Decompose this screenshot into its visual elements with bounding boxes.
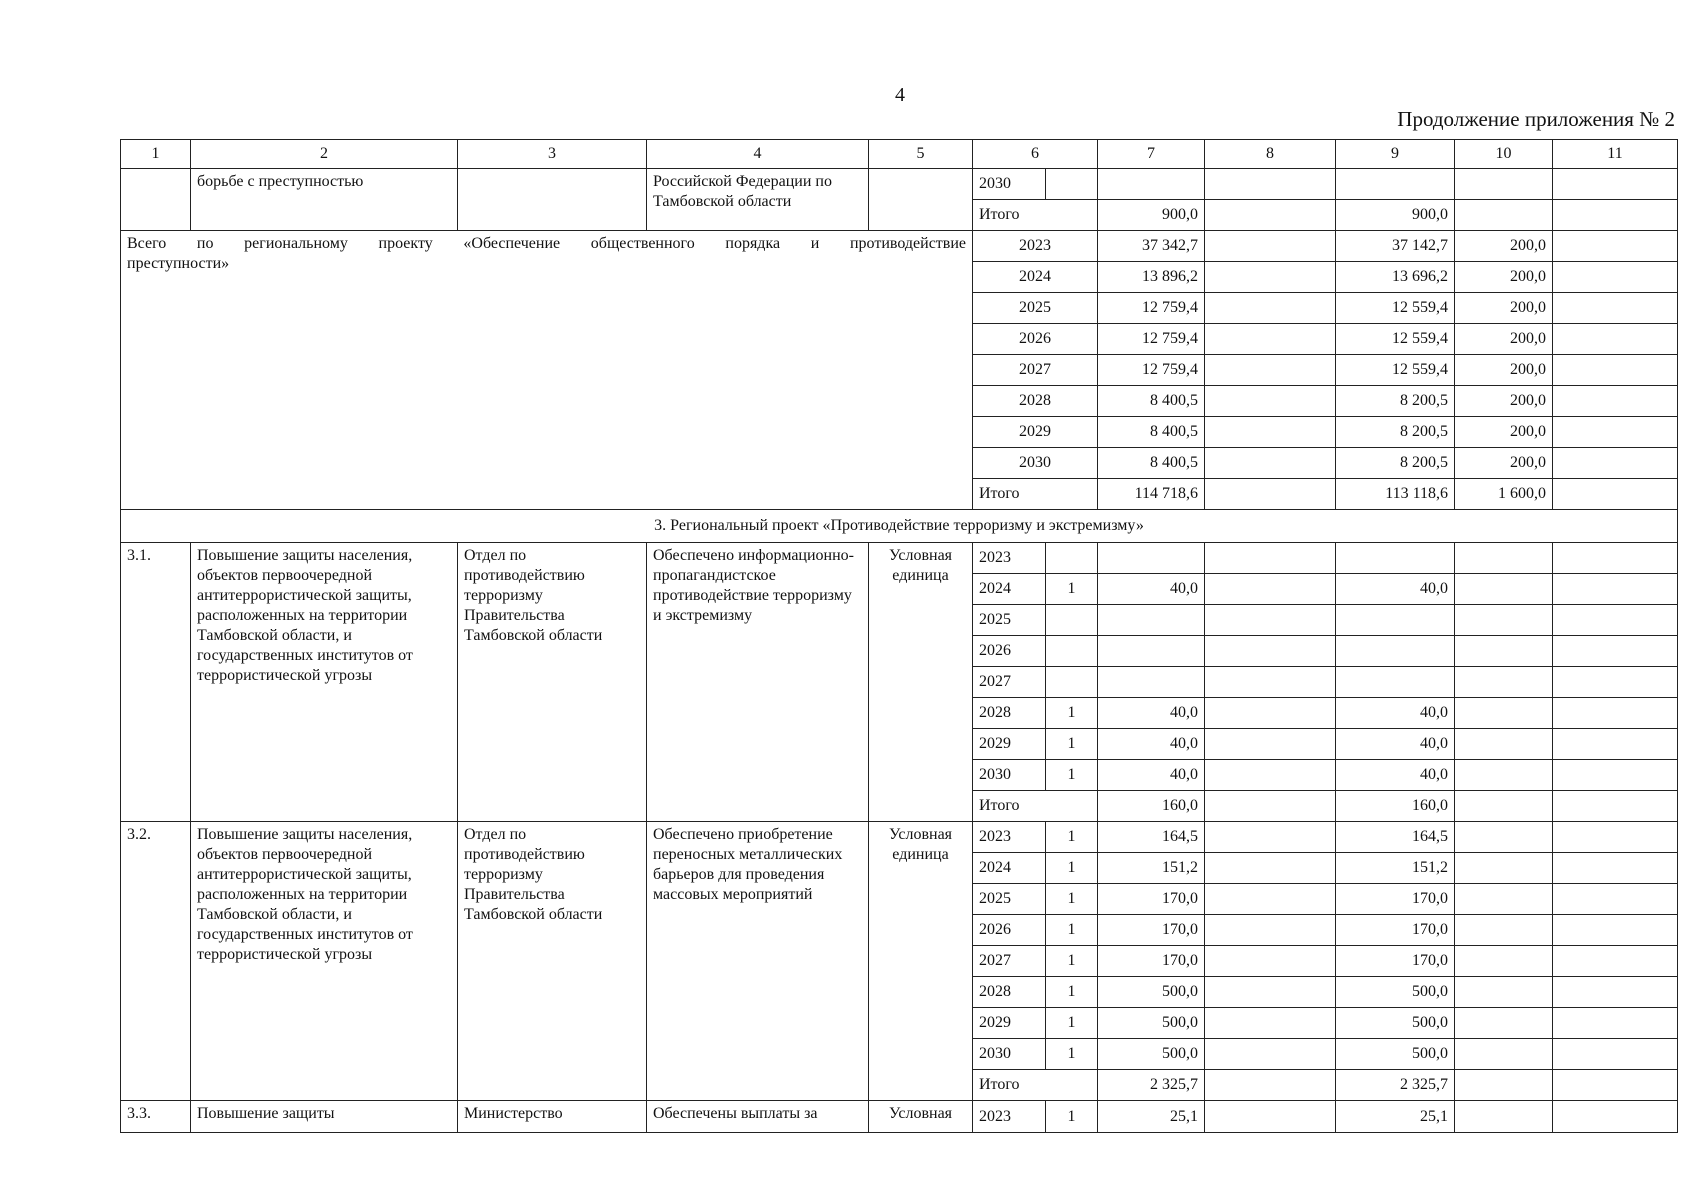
cell-c11: [1553, 822, 1678, 853]
cell-count: 1: [1046, 915, 1098, 946]
cell-c11: [1553, 1101, 1678, 1133]
cell-c9: 40,0: [1336, 729, 1455, 760]
cell-year: 2029: [973, 729, 1046, 760]
header-cell: 2: [191, 140, 458, 169]
cell-c11: [1553, 200, 1678, 231]
table-row: [121, 543, 1678, 574]
cell-count: 1: [1046, 1039, 1098, 1070]
cell-c8: [1205, 231, 1336, 262]
cell-c11: [1553, 667, 1678, 698]
cell-c11: [1553, 293, 1678, 324]
cell-executor: Отдел по противодействию терроризму Правительства Тамбовской области: [458, 543, 647, 822]
cell-year: 2028: [973, 698, 1046, 729]
cell-year: 2024: [973, 262, 1098, 293]
cell-c10: 200,0: [1455, 231, 1553, 262]
cell-c9: [1336, 667, 1455, 698]
cell-c9: 12 559,4: [1336, 355, 1455, 386]
cell-year: 2028: [973, 386, 1098, 417]
cell-c7: 170,0: [1098, 946, 1205, 977]
cell-count: [1046, 667, 1098, 698]
cell-c11: [1553, 605, 1678, 636]
cell-c9: [1336, 605, 1455, 636]
cell-c11: [1553, 760, 1678, 791]
cell-c10: 200,0: [1455, 386, 1553, 417]
cell-c11: [1553, 324, 1678, 355]
cell-c11: [1553, 729, 1678, 760]
cell-c8: [1205, 791, 1336, 822]
cell-c9: 12 559,4: [1336, 324, 1455, 355]
cell-c8: [1205, 636, 1336, 667]
cell-c9: 13 696,2: [1336, 262, 1455, 293]
cell-count: 1: [1046, 946, 1098, 977]
cell-c8: [1205, 977, 1336, 1008]
cell-total-label: Итого: [973, 791, 1098, 822]
cell-result: Российской Федерации по Тамбовской области: [647, 169, 869, 231]
cell-year: 2027: [973, 355, 1098, 386]
cell-result: Обеспечено приобретение переносных металлических барьеров для проведения массовых мероприятий: [647, 822, 869, 1101]
cell-year: 2029: [973, 417, 1098, 448]
cell-c7: 40,0: [1098, 729, 1205, 760]
cell-count: 1: [1046, 884, 1098, 915]
cell-c11: [1553, 169, 1678, 200]
header-cell: 10: [1455, 140, 1553, 169]
cell-c9: 37 142,7: [1336, 231, 1455, 262]
cell-c7: [1098, 667, 1205, 698]
project-total-label: [121, 231, 973, 510]
cell-c10: [1455, 977, 1553, 1008]
cell-count: 1: [1046, 698, 1098, 729]
cell-count: 1: [1046, 729, 1098, 760]
cell-c8: [1205, 1070, 1336, 1101]
cell-c8: [1205, 822, 1336, 853]
cell-c9: 8 200,5: [1336, 448, 1455, 479]
cell-count: 1: [1046, 977, 1098, 1008]
page-number: 4: [895, 84, 905, 106]
cell-c9: 40,0: [1336, 760, 1455, 791]
cell-c7: 160,0: [1098, 791, 1205, 822]
cell-year: 2023: [973, 1101, 1046, 1133]
cell-c10: [1455, 853, 1553, 884]
cell-c11: [1553, 448, 1678, 479]
header-cell: 3: [458, 140, 647, 169]
cell-unit: Условная единица: [869, 822, 973, 1101]
cell-c9: 113 118,6: [1336, 479, 1455, 510]
cell-c7: 13 896,2: [1098, 262, 1205, 293]
cell-c8: [1205, 200, 1336, 231]
table-row: [121, 822, 1678, 853]
cell-c7: 170,0: [1098, 915, 1205, 946]
cell-count: [1046, 169, 1098, 200]
cell-year: 2023: [973, 822, 1046, 853]
cell-c8: [1205, 479, 1336, 510]
cell-c7: 12 759,4: [1098, 293, 1205, 324]
appendix-label: Продолжение приложения № 2: [1397, 107, 1675, 131]
cell-unit: Условная единица: [869, 543, 973, 822]
cell-c7: [1098, 605, 1205, 636]
cell-c9: [1336, 636, 1455, 667]
cell-year: 2023: [973, 231, 1098, 262]
cell-c11: [1553, 884, 1678, 915]
cell-c10: 200,0: [1455, 262, 1553, 293]
cell-total-label: Итого: [973, 479, 1098, 510]
cell-c11: [1553, 946, 1678, 977]
cell-c7: 25,1: [1098, 1101, 1205, 1133]
project-total-label-line1: Всего по региональному проекту «Обеспечение общественного порядка и противодействие: [127, 235, 966, 252]
cell-c10: [1455, 791, 1553, 822]
cell-count: [1046, 636, 1098, 667]
cell-c8: [1205, 853, 1336, 884]
cell-c7: 170,0: [1098, 884, 1205, 915]
cell-year: 2028: [973, 977, 1046, 1008]
cell-c8: [1205, 293, 1336, 324]
cell-c8: [1205, 729, 1336, 760]
cell-c11: [1553, 791, 1678, 822]
cell-c8: [1205, 1008, 1336, 1039]
cell-num: 3.1.: [121, 543, 191, 822]
cell-c9: 25,1: [1336, 1101, 1455, 1133]
header-cell: 4: [647, 140, 869, 169]
cell-c8: [1205, 667, 1336, 698]
cell-c9: [1336, 543, 1455, 574]
section-heading-row: [121, 510, 1678, 543]
cell-c8: [1205, 324, 1336, 355]
header-cell: 1: [121, 140, 191, 169]
cell-c8: [1205, 946, 1336, 977]
cell-c10: [1455, 574, 1553, 605]
cell-name: Повышение защиты населения, объектов первоочередной антитеррористической защиты, расположенных на территории Тамбовской области, и государственных институтов от террористической угрозы: [191, 543, 458, 822]
cell-c8: [1205, 543, 1336, 574]
cell-count: 1: [1046, 853, 1098, 884]
cell-executor: Министерство: [458, 1101, 647, 1133]
cell-c11: [1553, 1039, 1678, 1070]
cell-c8: [1205, 1039, 1336, 1070]
cell-c11: [1553, 1008, 1678, 1039]
cell-count: 1: [1046, 1008, 1098, 1039]
cell-c11: [1553, 698, 1678, 729]
header-cell: 5: [869, 140, 973, 169]
cell-c11: [1553, 386, 1678, 417]
cell-c11: [1553, 355, 1678, 386]
cell-c7: 8 400,5: [1098, 417, 1205, 448]
cell-c10: [1455, 822, 1553, 853]
cell-c11: [1553, 636, 1678, 667]
project-total-label-line2: преступности»: [127, 255, 230, 272]
cell-c8: [1205, 386, 1336, 417]
cell-name: Повышение защиты: [191, 1101, 458, 1133]
header-row: [121, 140, 1678, 169]
cell-c8: [1205, 574, 1336, 605]
cell-c8: [1205, 169, 1336, 200]
cell-unit: Условная: [869, 1101, 973, 1133]
cell-total-label: Итого: [973, 200, 1098, 231]
cell-c10: 200,0: [1455, 417, 1553, 448]
cell-c9: 500,0: [1336, 1008, 1455, 1039]
cell-c7: 114 718,6: [1098, 479, 1205, 510]
cell-c8: [1205, 262, 1336, 293]
cell-c9: 500,0: [1336, 977, 1455, 1008]
cell-count: 1: [1046, 822, 1098, 853]
cell-c11: [1553, 543, 1678, 574]
cell-c7: 37 342,7: [1098, 231, 1205, 262]
header-cell: 6: [973, 140, 1098, 169]
cell-c11: [1553, 231, 1678, 262]
cell-year: 2024: [973, 853, 1046, 884]
cell-c7: 500,0: [1098, 977, 1205, 1008]
cell-executor: [458, 169, 647, 231]
cell-c7: 500,0: [1098, 1039, 1205, 1070]
cell-year: 2026: [973, 324, 1098, 355]
cell-c9: 170,0: [1336, 946, 1455, 977]
cell-c10: 200,0: [1455, 448, 1553, 479]
cell-c8: [1205, 355, 1336, 386]
cell-c7: 164,5: [1098, 822, 1205, 853]
table-row: [121, 231, 1678, 262]
header-cell: 11: [1553, 140, 1678, 169]
cell-year: 2025: [973, 884, 1046, 915]
cell-c11: [1553, 262, 1678, 293]
cell-c11: [1553, 574, 1678, 605]
cell-c10: 200,0: [1455, 355, 1553, 386]
cell-unit: [869, 169, 973, 231]
cell-year: 2024: [973, 574, 1046, 605]
cell-num: 3.2.: [121, 822, 191, 1101]
cell-result: Обеспечено информационно-пропагандистское противодействие терроризму и экстремизму: [647, 543, 869, 822]
cell-c10: [1455, 605, 1553, 636]
cell-c10: 1 600,0: [1455, 479, 1553, 510]
cell-c9: 170,0: [1336, 915, 1455, 946]
header-cell: 7: [1098, 140, 1205, 169]
cell-c10: [1455, 169, 1553, 200]
cell-count: 1: [1046, 1101, 1098, 1133]
cell-year: 2029: [973, 1008, 1046, 1039]
cell-c10: [1455, 946, 1553, 977]
cell-c10: [1455, 636, 1553, 667]
cell-c9: 40,0: [1336, 574, 1455, 605]
cell-c10: [1455, 543, 1553, 574]
cell-c10: [1455, 1101, 1553, 1133]
cell-c10: [1455, 1039, 1553, 1070]
cell-count: [1046, 605, 1098, 636]
section-title: 3. Региональный проект «Противодействие терроризму и экстремизму»: [121, 510, 1678, 543]
cell-c7: 500,0: [1098, 1008, 1205, 1039]
cell-c10: [1455, 1070, 1553, 1101]
cell-c8: [1205, 760, 1336, 791]
cell-c10: [1455, 698, 1553, 729]
cell-c7: [1098, 169, 1205, 200]
cell-c9: [1336, 169, 1455, 200]
cell-c9: 500,0: [1336, 1039, 1455, 1070]
cell-c7: 40,0: [1098, 574, 1205, 605]
cell-c9: 8 200,5: [1336, 417, 1455, 448]
cell-c9: 164,5: [1336, 822, 1455, 853]
cell-c10: [1455, 884, 1553, 915]
cell-c9: 8 200,5: [1336, 386, 1455, 417]
cell-c9: 151,2: [1336, 853, 1455, 884]
cell-c10: [1455, 760, 1553, 791]
cell-count: 1: [1046, 760, 1098, 791]
header-cell: 9: [1336, 140, 1455, 169]
cell-c10: [1455, 729, 1553, 760]
cell-total-label: Итого: [973, 1070, 1098, 1101]
cell-c8: [1205, 605, 1336, 636]
cell-num: 3.3.: [121, 1101, 191, 1133]
cell-num: [121, 169, 191, 231]
cell-c9: 170,0: [1336, 884, 1455, 915]
cell-result: Обеспечены выплаты за: [647, 1101, 869, 1133]
cell-c9: 40,0: [1336, 698, 1455, 729]
cell-c7: [1098, 636, 1205, 667]
cell-name: борьбе с преступностью: [191, 169, 458, 231]
cell-year: 2025: [973, 293, 1098, 324]
cell-c9: 160,0: [1336, 791, 1455, 822]
cell-year: 2026: [973, 915, 1046, 946]
cell-c11: [1553, 417, 1678, 448]
cell-year: 2025: [973, 605, 1046, 636]
cell-c7: 40,0: [1098, 760, 1205, 791]
cell-year: 2030: [973, 1039, 1046, 1070]
cell-c9: 900,0: [1336, 200, 1455, 231]
cell-c10: [1455, 915, 1553, 946]
cell-c10: [1455, 667, 1553, 698]
budget-table: [120, 139, 1678, 1133]
cell-c9: 12 559,4: [1336, 293, 1455, 324]
cell-name: Повышение защиты населения, объектов первоочередной антитеррористической защиты, расположенных на территории Тамбовской области, и государственных институтов от террористической угрозы: [191, 822, 458, 1101]
cell-count: 1: [1046, 574, 1098, 605]
cell-c10: 200,0: [1455, 324, 1553, 355]
cell-c11: [1553, 977, 1678, 1008]
cell-executor: Отдел по противодействию терроризму Правительства Тамбовской области: [458, 822, 647, 1101]
cell-c7: 8 400,5: [1098, 448, 1205, 479]
cell-c9: 2 325,7: [1336, 1070, 1455, 1101]
cell-c10: [1455, 200, 1553, 231]
cell-c7: 8 400,5: [1098, 386, 1205, 417]
cell-c10: 200,0: [1455, 293, 1553, 324]
cell-c7: 40,0: [1098, 698, 1205, 729]
cell-c11: [1553, 853, 1678, 884]
cell-c8: [1205, 448, 1336, 479]
cell-c8: [1205, 698, 1336, 729]
cell-c7: 151,2: [1098, 853, 1205, 884]
header-cell: 8: [1205, 140, 1336, 169]
cell-c8: [1205, 884, 1336, 915]
cell-c8: [1205, 417, 1336, 448]
cell-year: 2027: [973, 946, 1046, 977]
table-row: [121, 1101, 1678, 1133]
cell-c8: [1205, 915, 1336, 946]
table-row: [121, 169, 1678, 200]
cell-year: 2030: [973, 448, 1098, 479]
cell-c10: [1455, 1008, 1553, 1039]
cell-c11: [1553, 1070, 1678, 1101]
cell-c11: [1553, 915, 1678, 946]
cell-year: 2023: [973, 543, 1046, 574]
cell-year: 2030: [973, 760, 1046, 791]
cell-count: [1046, 543, 1098, 574]
cell-c7: 2 325,7: [1098, 1070, 1205, 1101]
cell-c7: 12 759,4: [1098, 355, 1205, 386]
cell-year: 2027: [973, 667, 1046, 698]
cell-year: 2026: [973, 636, 1046, 667]
cell-year: 2030: [973, 169, 1046, 200]
cell-c11: [1553, 479, 1678, 510]
cell-c7: 900,0: [1098, 200, 1205, 231]
cell-c7: [1098, 543, 1205, 574]
cell-c8: [1205, 1101, 1336, 1133]
cell-c7: 12 759,4: [1098, 324, 1205, 355]
